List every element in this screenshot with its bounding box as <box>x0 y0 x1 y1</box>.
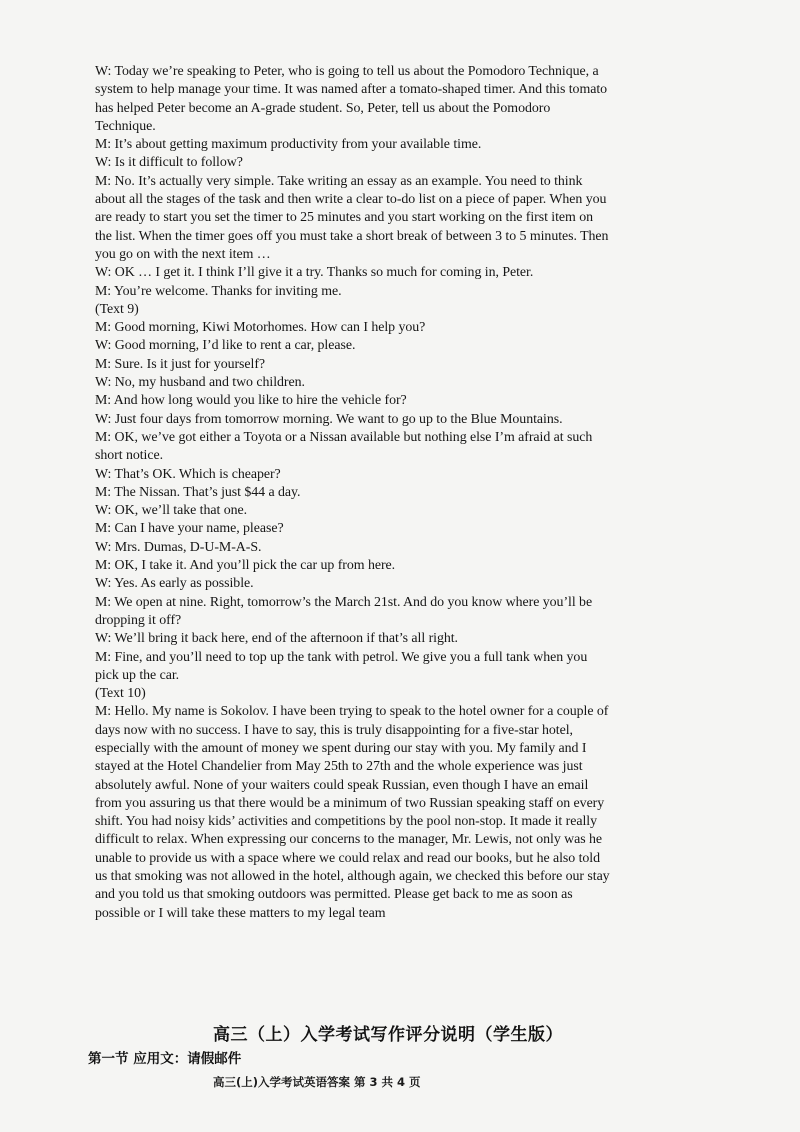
transcript-line: M: And how long would you like to hire the vehicle for? <box>95 393 407 409</box>
transcript-line: system to help manage your time. It was named after a tomato-shaped timer. And this tomato <box>95 82 608 98</box>
page-footer: 高三(上)入学考试英语答案 第 3 共 4 页 <box>213 1075 421 1089</box>
transcript-line: the list. When the timer goes off you must take a short break of between 3 to 5 minutes. Then <box>95 228 609 244</box>
transcript-line: W: OK, we’ll take that one. <box>95 503 248 519</box>
transcript-line: M: OK, I take it. And you’ll pick the car up from here. <box>95 558 396 574</box>
section-title: 高三（上）入学考试写作评分说明（学生版） <box>213 1025 563 1045</box>
transcript-line: unable to provide us with a space where we could relax and read our books, but he also told <box>95 850 601 866</box>
transcript-line: W: Mrs. Dumas, D-U-M-A-S. <box>95 539 262 555</box>
transcript-line: and you told us that smoking outdoors was permitted. Please get back to me as soon as <box>95 887 573 903</box>
transcript-line: W: That’s OK. Which is cheaper? <box>95 466 281 482</box>
transcript-line: M: Good morning, Kiwi Motorhomes. How can I help you? <box>95 320 426 336</box>
transcript-line: possible or I will take these matters to my legal team <box>95 905 386 921</box>
transcript-line: especially with the amount of money we spent during our stay with you. My family and I <box>95 740 587 756</box>
subsection-heading: 第一节 应用文：请假邮件 <box>88 1051 242 1067</box>
transcript-line: M: Fine, and you’ll need to top up the tank with petrol. We give you a full tank when you <box>95 649 588 665</box>
transcript-line: M: Hello. My name is Sokolov. I have been trying to speak to the hotel owner for a couple of <box>95 704 609 720</box>
transcript-line: are ready to start you set the timer to 25 minutes and you start working on the first item on <box>95 210 594 226</box>
transcript-line: from you assuring us that there would be a minimum of two Russian speaking staff on every <box>95 795 605 811</box>
transcript-line: absolutely awful. None of your waiters could speak Russian, even though I have an email <box>95 777 589 793</box>
transcript-line: W: Good morning, I’d like to rent a car, please. <box>95 338 356 354</box>
transcript-line: (Text 9) <box>95 301 139 317</box>
transcript-line: M: It’s about getting maximum productivity from your available time. <box>95 137 482 153</box>
transcript-line: dropping it off? <box>95 612 182 628</box>
transcript-line: M: The Nissan. That’s just $44 a day. <box>95 484 301 500</box>
transcript-line: about all the stages of the task and then write a clear to-do list on a piece of paper. When you <box>95 192 607 208</box>
transcript-line: us that smoking was not allowed in the hotel, although again, we checked this before our stay <box>95 869 610 885</box>
transcript-line: W: No, my husband and two children. <box>95 375 305 391</box>
transcript-line: has helped Peter become an A-grade student. So, Peter, tell us about the Pomodoro <box>95 100 551 116</box>
transcript-line: W: Is it difficult to follow? <box>95 155 243 171</box>
transcript-line: pick up the car. <box>95 667 180 683</box>
transcript-line: days now with no success. I have to say, this is truly disappointing for a five-star hotel, <box>95 722 573 738</box>
transcript-line: M: Can I have your name, please? <box>95 521 284 537</box>
transcript-line: you go on with the next item … <box>95 246 271 262</box>
transcript-line: M: No. It’s actually very simple. Take writing an essay as an example. You need to think <box>95 173 583 189</box>
listening-transcript <box>95 63 707 923</box>
transcript-line: M: We open at nine. Right, tomorrow’s the March 21st. And do you know where you’ll be <box>95 594 593 610</box>
transcript-line: M: OK, we’ve got either a Toyota or a Nissan available but nothing else I’m afraid at such <box>95 429 593 445</box>
transcript-line: W: Just four days from tomorrow morning. We want to go up to the Blue Mountains. <box>95 411 563 427</box>
transcript-line: difficult to relax. When expressing our concerns to the manager, Mr. Lewis, not only was he <box>95 832 603 848</box>
transcript-line: Technique. <box>95 118 156 134</box>
transcript-line: W: OK … I get it. I think I’ll give it a try. Thanks so much for coming in, Peter. <box>95 265 534 281</box>
transcript-line: M: Sure. Is it just for yourself? <box>95 356 266 372</box>
transcript-line: W: Yes. As early as possible. <box>95 576 254 592</box>
transcript-line: shift. You had noisy kids’ activities and competitions by the pool non-stop. It made it really <box>95 814 597 830</box>
transcript-line: short notice. <box>95 448 164 464</box>
transcript-line: W: We’ll bring it back here, end of the afternoon if that’s all right. <box>95 631 458 647</box>
transcript-line: W: Today we’re speaking to Peter, who is going to tell us about the Pomodoro Technique, a <box>95 64 599 79</box>
transcript-line: M: You’re welcome. Thanks for inviting me. <box>95 283 342 299</box>
transcript-line: stayed at the Hotel Chandelier from May 25th to 27th and the whole experience was just <box>95 759 583 775</box>
transcript-line: (Text 10) <box>95 686 146 702</box>
